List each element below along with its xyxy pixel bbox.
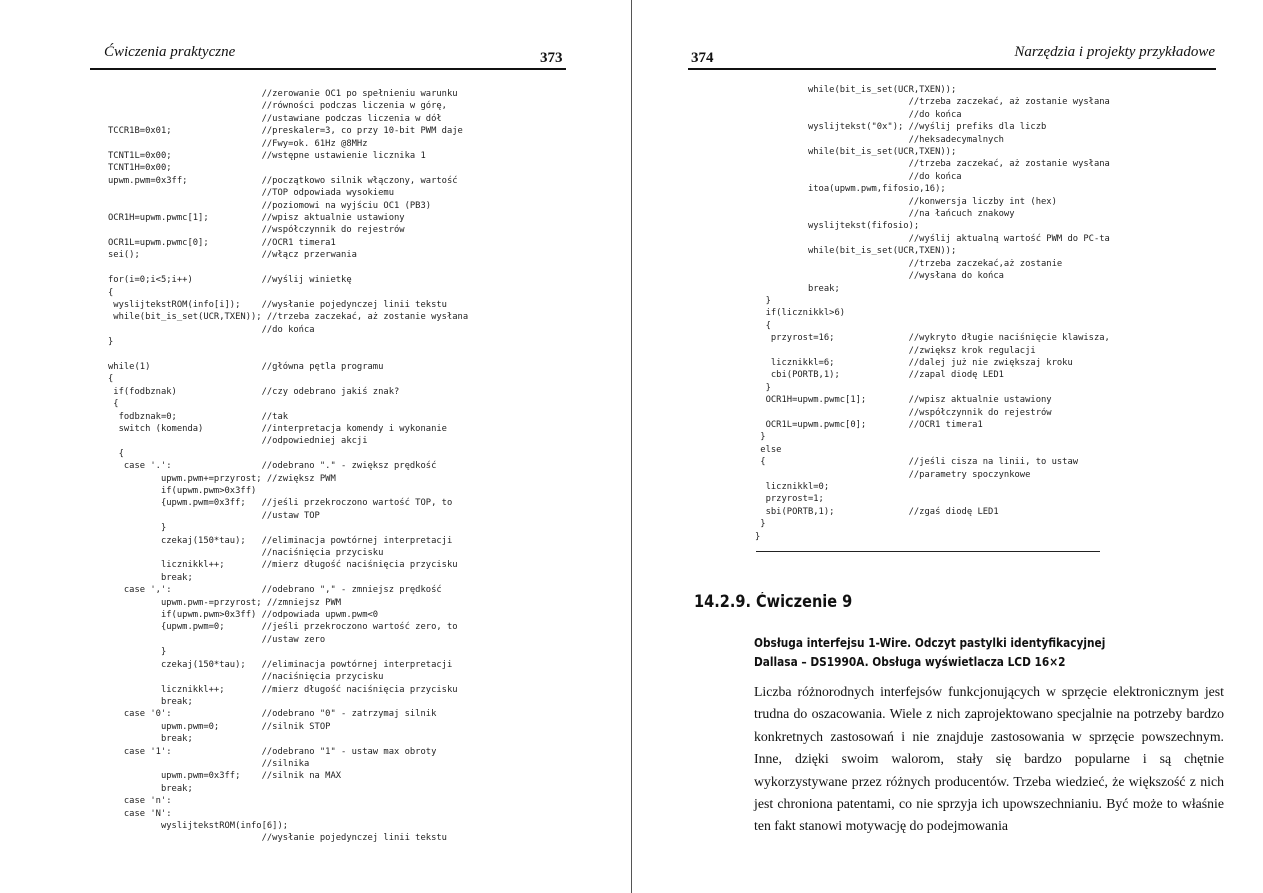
- right-code-listing: while(bit_is_set(UCR,TXEN)); //trzeba zaczekać, aż zostanie wysłana //do końca wyslijtekst("0x"); //wyślij prefiks dla liczb //heksadecymalnych while(bit_is_set(UCR,TXEN)); //trzeba zaczekać, aż zostanie wysłana //do końca itoa(upwm.pwm,fifosio,16); //konwersja liczby int (hex) //na łańcuch znakowy wyslijtekst(fifosio); //wyślij aktualną wartość PWM do PC-ta while(bit_is_set(UCR,TXEN)); //trzeba zaczekać,aż zostanie //wysłana do końca break; } if(licznikkl>6) { przyrost=16; //wykryto długie naciśnięcie klawisza, //zwiększ krok regulacji licznikkl=6; //dalej już nie zwiększaj kroku cbi(PORTB,1); //zapal diodę LED1 } OCR1H=upwm.pwmc[1]; //wpisz aktualnie ustawiony //współczynnik do rejestrów OCR1L=upwm.pwmc[0]; //OCR1 timera1 } else { //jeśli cisza na linii, to ustaw //parametry spoczynkowe licznikkl=0; przyrost=1; sbi(PORTB,1); //zgaś diodę LED1 } }: [755, 85, 1110, 542]
- left-running-header: Ćwiczenia praktyczne: [104, 44, 236, 60]
- left-page-number: 373: [540, 50, 563, 66]
- right-header-rule: [688, 68, 1216, 70]
- right-running-header: Narzędzia i projekty przykładowe: [1014, 44, 1215, 60]
- section-title: 14.2.9. Ćwiczenie 9: [694, 592, 853, 611]
- subheading-line-1: Obsługa interfejsu 1-Wire. Odczyt pastylki identyfikacyjnej: [754, 636, 1106, 650]
- listing-end-rule: [756, 551, 1100, 552]
- left-code-listing: //zerowanie OC1 po spełnieniu warunku //równości podczas liczenia w górę, //ustawiane podczas liczenia w dół TCCR1B=0x01; //preskaler=3, co przy 10-bit PWM daje //Fwy=ok. 61Hz @8MHz TCNT1L=0x00; //wstępne ustawienie licznika 1 TCNT1H=0x00; upwm.pwm=0x3ff; //początkowo silnik włączony, wartość //TOP odpowiada wysokiemu //poziomowi na wyjściu OC1 (PB3) OCR1H=upwm.pwmc[1]; //wpisz aktualnie ustawiony //współczynnik do rejestrów OCR1L=upwm.pwmc[0]; //OCR1 timera1 sei(); //włącz przerwania for(i=0;i<5;i++) //wyślij winietkę { wyslijtekstROM(info[i]); //wysłanie pojedynczej linii tekstu while(bit_is_set(UCR,TXEN)); //trzeba zaczekać, aż zostanie wysłana //do końca } while(1) //główna pętla programu { if(fodbznak) //czy odebrano jakiś znak? { fodbznak=0; //tak switch (komenda) //interpretacja komendy i wykonanie //odpowiedniej akcji { case '.': //odebrano "." - zwiększ prędkość upwm.pwm+=przyrost; //zwiększ PWM if(upwm.pwm>0x3ff) {upwm.pwm=0x3ff; //jeśli przekroczono wartość TOP, to //ustaw TOP } czekaj(150*tau); //eliminacja powtórnej interpretacji //naciśnięcia przycisku licznikkl++; //mierz długość naciśnięcia przycisku break; case ',': //odebrano "," - zmniejsz prędkość upwm.pwm-=przyrost; //zmniejsz PWM if(upwm.pwm>0x3ff) //odpowiada upwm.pwm<0 {upwm.pwm=0; //jeśli przekroczono wartość zero, to //ustaw zero } czekaj(150*tau); //eliminacja powtórnej interpretacji //naciśnięcia przycisku licznikkl++; //mierz długość naciśnięcia przycisku break; case '0': //odebrano "0" - zatrzymaj silnik upwm.pwm=0; //silnik STOP break; case '1': //odebrano "1" - ustaw max obroty //silnika upwm.pwm=0x3ff; //silnik na MAX break; case 'n': case 'N': wyslijtekstROM(info[6]); //wysłanie pojedynczej linii tekstu: [108, 89, 469, 844]
- right-page: [632, 0, 1263, 893]
- body-paragraph: Liczba różnorodnych interfejsów funkcjonujących w sprzęcie elektronicznym jest trudna do oszacowania. Wiele z nich zaprojektowano specjalnie na potrzeby bardzo konkretnych zastosowań i nie znajduje zastosowania w sprzęcie powszechnym. Inne, dzięki swoim walorom, stały się bardzo popularne i są chętnie wykorzystywane przez różnych producentów. Trzeba wiedzieć, że większość z nich jest chroniona patentami, co nie sprzyja ich upowszechnianiu. Być może to właśnie ten fakt stanowi motywację do podejmowania: [754, 684, 1224, 834]
- left-header-rule: [90, 68, 566, 70]
- subheading-line-2: Dallasa – DS1990A. Obsługa wyświetlacza LCD 16×2: [754, 655, 1066, 669]
- right-page-number: 374: [691, 50, 714, 66]
- exercise-subheading: [754, 634, 1105, 672]
